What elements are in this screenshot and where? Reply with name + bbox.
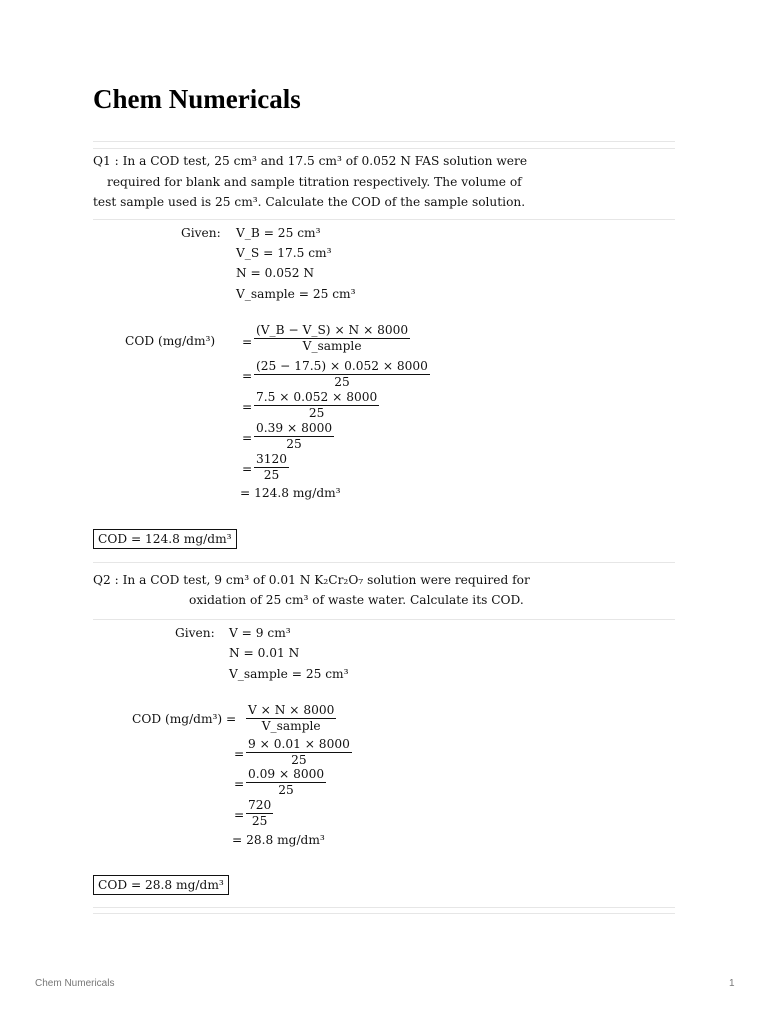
equals-sign: = <box>242 335 253 349</box>
q1-fraction-step-4 <box>254 421 334 451</box>
denominator: 25 <box>263 468 280 482</box>
divider <box>93 219 675 220</box>
numerator: 0.09 × 8000 <box>248 767 325 781</box>
q1-fraction-step-1 <box>254 323 410 353</box>
equals-sign: = <box>242 462 253 476</box>
numerator: 720 <box>248 798 272 812</box>
q2-fraction-step-1 <box>246 703 336 733</box>
q1-given-n: N = 0.052 N <box>236 266 315 280</box>
q2-given-v: V = 9 cm³ <box>229 626 291 640</box>
q1-question-line-1: Q1 : In a COD test, 25 cm³ and 17.5 cm³ of 0.052 N FAS solution were <box>93 154 528 168</box>
page-title: Chem Numericals <box>93 84 301 114</box>
page-number: 1 <box>729 978 735 989</box>
q1-cod-lhs: COD (mg/dm³) <box>125 334 216 348</box>
numerator: 9 × 0.01 × 8000 <box>248 737 350 751</box>
q2-answer-box: COD = 28.8 mg/dm³ <box>93 875 229 895</box>
q1-fraction-step-3 <box>254 390 379 420</box>
denominator: 25 <box>291 753 307 767</box>
q1-fraction-step-2 <box>254 359 430 389</box>
equals-sign: = <box>234 808 245 822</box>
divider <box>93 562 675 563</box>
q2-cod-lhs: COD (mg/dm³) = <box>132 712 237 726</box>
numerator: 7.5 × 0.052 × 8000 <box>256 390 378 404</box>
q2-final-step: = 28.8 mg/dm³ <box>232 833 325 847</box>
q1-question-line-3: test sample used is 25 cm³. Calculate the COD of the sample solution. <box>93 195 526 209</box>
q2-question-line-1: Q2 : In a COD test, 9 cm³ of 0.01 N K₂Cr₂O₇ solution were required for <box>93 573 530 587</box>
q1-question-line-2: required for blank and sample titration respectively. The volume of <box>107 175 522 189</box>
equals-sign: = <box>242 369 253 383</box>
numerator: (V_B − V_S) × N × 8000 <box>256 323 409 337</box>
divider <box>93 907 675 908</box>
q1-given-vsample: V_sample = 25 cm³ <box>236 287 356 301</box>
q1-answer-box: COD = 124.8 mg/dm³ <box>93 529 237 549</box>
equals-sign: = <box>234 777 245 791</box>
q2-question-line-2: oxidation of 25 cm³ of waste water. Calculate its COD. <box>189 593 524 607</box>
numerator: (25 − 17.5) × 0.052 × 8000 <box>256 359 428 373</box>
numerator: 3120 <box>256 452 288 466</box>
q1-given-vs: V_S = 17.5 cm³ <box>236 246 332 260</box>
q1-given-label: Given: <box>181 226 221 240</box>
equals-sign: = <box>234 747 245 761</box>
divider <box>93 148 675 149</box>
equals-sign: = <box>242 431 253 445</box>
denominator: 25 <box>251 814 268 828</box>
q2-fraction-step-3 <box>246 767 326 797</box>
q1-given-vb: V_B = 25 cm³ <box>236 226 321 240</box>
footer-title: Chem Numericals <box>35 978 115 989</box>
q2-fraction-step-4 <box>246 798 273 828</box>
denominator: 25 <box>286 437 302 451</box>
q1-final-step: = 124.8 mg/dm³ <box>240 486 341 500</box>
denominator: 25 <box>334 375 350 389</box>
q2-given-n: N = 0.01 N <box>229 646 300 660</box>
denominator: V_sample <box>302 339 362 353</box>
q2-given-vsample: V_sample = 25 cm³ <box>229 667 349 681</box>
denominator: 25 <box>308 406 325 420</box>
q2-fraction-step-2 <box>246 737 352 767</box>
divider <box>93 913 675 914</box>
numerator: 0.39 × 8000 <box>256 421 333 435</box>
q2-given-label: Given: <box>175 626 215 640</box>
denominator: V_sample <box>261 719 321 733</box>
denominator: 25 <box>278 783 294 797</box>
q1-fraction-step-5 <box>254 452 289 482</box>
divider <box>93 141 675 142</box>
divider <box>93 619 675 620</box>
numerator: V × N × 8000 <box>248 703 335 717</box>
equals-sign: = <box>242 400 253 414</box>
